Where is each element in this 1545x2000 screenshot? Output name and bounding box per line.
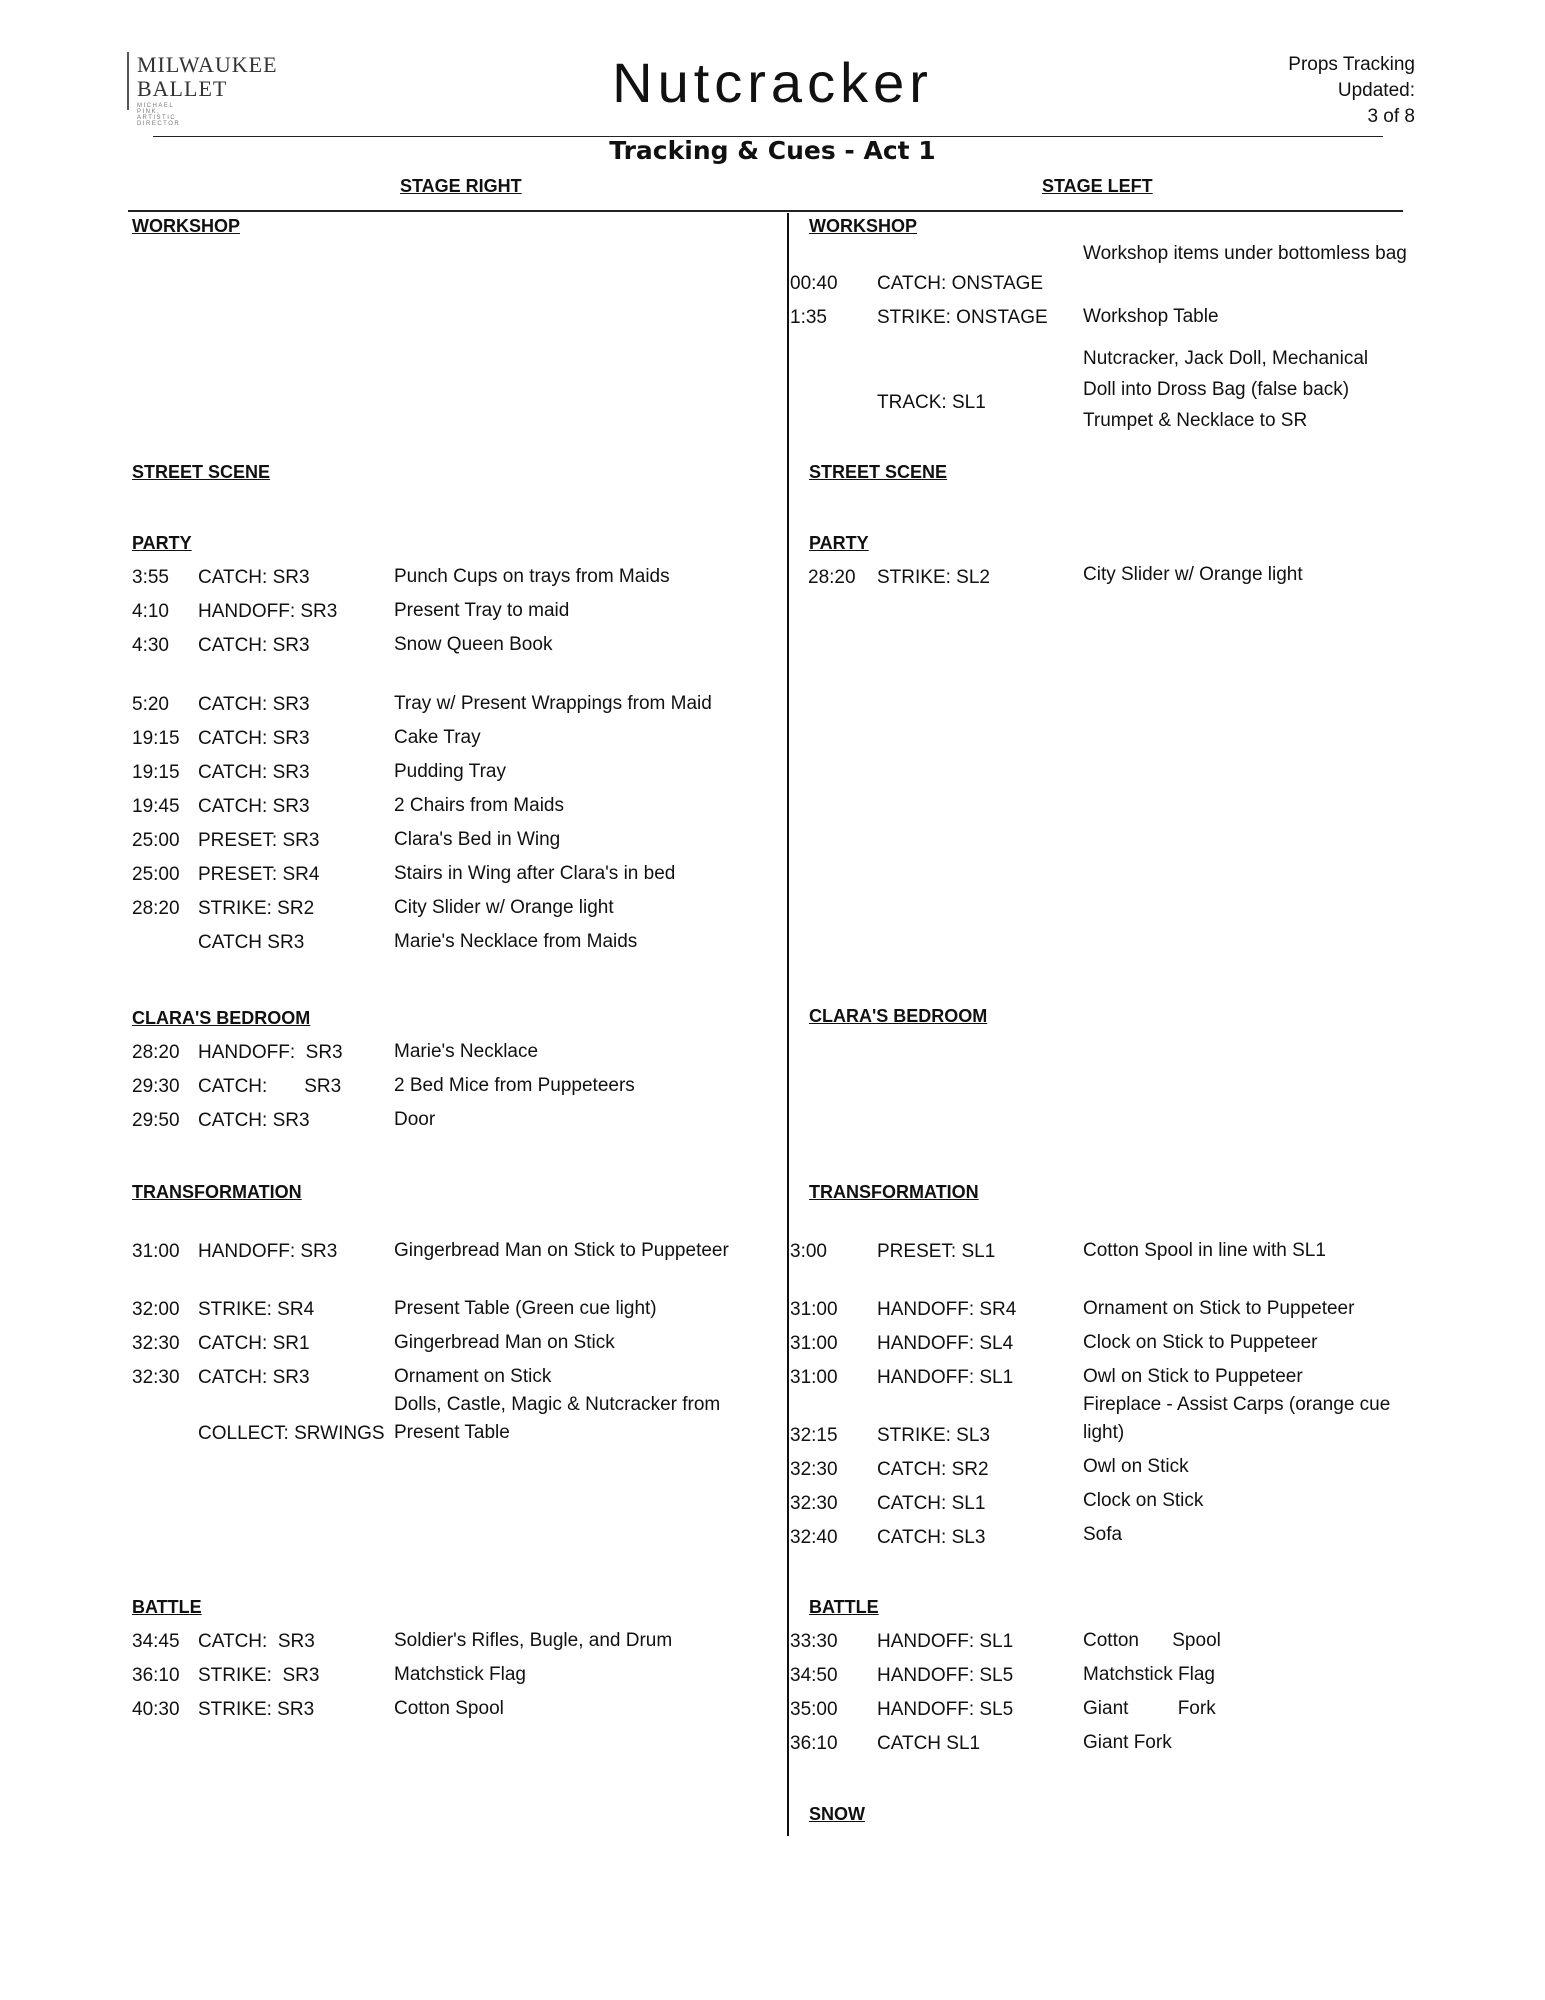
cue-time: 36:10 bbox=[132, 1665, 180, 1686]
cue-time: 4:10 bbox=[132, 601, 169, 622]
column-divider bbox=[787, 213, 789, 1836]
cue-time: 32:30 bbox=[132, 1333, 180, 1354]
cue-description: Gingerbread Man on Stick bbox=[394, 1332, 615, 1353]
cue-time: 19:15 bbox=[132, 728, 180, 749]
cue-time: 32:30 bbox=[790, 1459, 838, 1480]
cue-action: HANDOFF: SR3 bbox=[198, 1241, 338, 1262]
sr-section-workshop: WORKSHOP bbox=[132, 216, 240, 236]
document-title: Nutcracker bbox=[612, 51, 933, 114]
cue-description: Clock on Stick to Puppeteer bbox=[1083, 1332, 1318, 1353]
cue-time: 19:45 bbox=[132, 796, 180, 817]
cue-description: Owl on Stick bbox=[1083, 1456, 1189, 1477]
cue-description: City Slider w/ Orange light bbox=[1083, 564, 1303, 585]
cue-description: Giant Fork bbox=[1083, 1698, 1216, 1719]
cue-time: 4:30 bbox=[132, 635, 169, 656]
cue-action: TRACK: SL1 bbox=[877, 392, 986, 413]
cue-action: CATCH: SL3 bbox=[877, 1527, 986, 1548]
sr-section-party: PARTY bbox=[132, 533, 192, 553]
cue-description: Clock on Stick bbox=[1083, 1490, 1204, 1511]
cue-action: CATCH SR3 bbox=[198, 932, 305, 953]
cue-action: STRIKE: SR3 bbox=[198, 1699, 315, 1720]
cue-time: 5:20 bbox=[132, 694, 169, 715]
cue-description: Fireplace - Assist Carps (orange cue light) bbox=[1083, 1394, 1391, 1443]
cue-description: Dolls, Castle, Magic & Nutcracker from Present Table bbox=[394, 1394, 721, 1443]
stage-left-heading: STAGE LEFT bbox=[1042, 176, 1153, 196]
cue-description: Punch Cups on trays from Maids bbox=[394, 566, 670, 587]
cue-description: Door bbox=[394, 1109, 436, 1130]
cue-description: Marie's Necklace from Maids bbox=[394, 931, 638, 952]
cue-time: 29:50 bbox=[132, 1110, 180, 1131]
cue-description: Cotton Spool bbox=[1083, 1630, 1221, 1651]
cue-time: 32:40 bbox=[790, 1527, 838, 1548]
stage-right-heading: STAGE RIGHT bbox=[400, 176, 522, 196]
cue-time: 31:00 bbox=[790, 1367, 838, 1388]
cue-action: CATCH: SR3 bbox=[198, 1367, 310, 1388]
cue-description: Cake Tray bbox=[394, 727, 481, 748]
cue-action: PRESET: SR4 bbox=[198, 864, 320, 885]
cue-time: 29:30 bbox=[132, 1076, 180, 1097]
cue-time: 00:40 bbox=[790, 273, 838, 294]
cue-action: PRESET: SR3 bbox=[198, 830, 320, 851]
cue-action: CATCH: SR3 bbox=[198, 567, 310, 588]
cue-time: 33:30 bbox=[790, 1631, 838, 1652]
cue-description: Snow Queen Book bbox=[394, 634, 553, 655]
cue-description: Clara's Bed in Wing bbox=[394, 829, 561, 850]
cue-action: HANDOFF: SR3 bbox=[198, 1042, 343, 1063]
cue-action: CATCH: SR3 bbox=[198, 1076, 342, 1097]
cue-description: Cotton Spool bbox=[394, 1698, 504, 1719]
cue-action: HANDOFF: SL5 bbox=[877, 1665, 1014, 1686]
cue-description: Workshop Table bbox=[1083, 306, 1219, 327]
cue-time: 32:30 bbox=[132, 1367, 180, 1388]
sl-section-bedroom: CLARA'S BEDROOM bbox=[809, 1006, 988, 1026]
cue-description: 2 Bed Mice from Puppeteers bbox=[394, 1075, 635, 1096]
cue-time: 32:00 bbox=[132, 1299, 180, 1320]
cue-action: STRIKE: SR4 bbox=[198, 1299, 315, 1320]
cue-action: STRIKE: SR3 bbox=[198, 1665, 320, 1686]
cue-action: CATCH: SR3 bbox=[198, 762, 310, 783]
updated-label: Updated: bbox=[1337, 80, 1415, 101]
cue-time: 28:20 bbox=[132, 1042, 180, 1063]
cue-description: Workshop items under bottomless bag bbox=[1083, 243, 1407, 264]
cue-action: CATCH: SR3 bbox=[198, 796, 310, 817]
cue-description: Giant Fork bbox=[1083, 1732, 1172, 1753]
sr-section-street: STREET SCENE bbox=[132, 462, 271, 482]
cue-description: Matchstick Flag bbox=[1083, 1664, 1215, 1685]
cue-description: Present Tray to maid bbox=[394, 600, 570, 621]
cue-action: CATCH: SR3 bbox=[198, 635, 310, 656]
cue-action: CATCH: SR3 bbox=[198, 728, 310, 749]
logo-tagline: MICHAEL PINK, ARTISTIC DIRECTOR bbox=[137, 103, 181, 127]
sl-section-transformation: TRANSFORMATION bbox=[809, 1182, 979, 1202]
cue-description: Marie's Necklace bbox=[394, 1041, 539, 1062]
cue-action: HANDOFF: SL1 bbox=[877, 1631, 1014, 1652]
cue-description: Tray w/ Present Wrappings from Maid bbox=[394, 693, 712, 714]
cue-time: 1:35 bbox=[790, 307, 827, 328]
cue-action: CATCH: SR3 bbox=[198, 1631, 315, 1652]
cue-action: STRIKE: SL2 bbox=[877, 567, 990, 588]
sl-section-snow: SNOW bbox=[809, 1804, 865, 1824]
cue-description: 2 Chairs from Maids bbox=[394, 795, 564, 816]
cue-description: Ornament on Stick bbox=[394, 1366, 552, 1387]
cue-time: 34:50 bbox=[790, 1665, 838, 1686]
cue-time: 25:00 bbox=[132, 864, 180, 885]
cue-action: HANDOFF: SL1 bbox=[877, 1367, 1014, 1388]
sl-section-street: STREET SCENE bbox=[809, 462, 948, 482]
cue-action: PRESET: SL1 bbox=[877, 1241, 996, 1262]
cue-action: COLLECT: SRWINGS bbox=[198, 1423, 385, 1444]
page-number: 3 of 8 bbox=[1367, 106, 1415, 127]
cue-action: CATCH: SR3 bbox=[198, 1110, 310, 1131]
cue-action: CATCH: SL1 bbox=[877, 1493, 986, 1514]
cue-action: CATCH: SR2 bbox=[877, 1459, 989, 1480]
logo-line1: MILWAUKEE bbox=[137, 52, 278, 77]
cue-description: Cotton Spool in line with SL1 bbox=[1083, 1240, 1326, 1261]
cue-description: Owl on Stick to Puppeteer bbox=[1083, 1366, 1303, 1387]
sr-section-bedroom: CLARA'S BEDROOM bbox=[132, 1008, 311, 1028]
sr-section-transformation: TRANSFORMATION bbox=[132, 1182, 302, 1202]
cue-time: 34:45 bbox=[132, 1631, 180, 1652]
cue-action: STRIKE: SL3 bbox=[877, 1425, 990, 1446]
page-subtitle: Tracking & Cues - Act 1 bbox=[609, 136, 936, 165]
cue-action: STRIKE: ONSTAGE bbox=[877, 307, 1048, 328]
cue-time: 32:15 bbox=[790, 1425, 838, 1446]
cue-time: 28:20 bbox=[132, 898, 180, 919]
columns-rule bbox=[128, 210, 1403, 212]
cue-action: HANDOFF: SR3 bbox=[198, 601, 338, 622]
cue-time: 32:30 bbox=[790, 1493, 838, 1514]
cue-time: 31:00 bbox=[132, 1241, 180, 1262]
sr-section-battle: BATTLE bbox=[132, 1597, 202, 1617]
cue-description: Soldier's Rifles, Bugle, and Drum bbox=[394, 1630, 673, 1651]
cue-description: Gingerbread Man on Stick to Puppeteer bbox=[394, 1240, 729, 1261]
cue-time: 31:00 bbox=[790, 1333, 838, 1354]
sl-section-battle: BATTLE bbox=[809, 1597, 879, 1617]
sl-section-party: PARTY bbox=[809, 533, 869, 553]
logo-line2: BALLET bbox=[137, 76, 228, 101]
cue-action: HANDOFF: SR4 bbox=[877, 1299, 1017, 1320]
cue-description: Ornament on Stick to Puppeteer bbox=[1083, 1298, 1355, 1319]
cue-time: 19:15 bbox=[132, 762, 180, 783]
cue-time: 31:00 bbox=[790, 1299, 838, 1320]
cue-time: 3:55 bbox=[132, 567, 169, 588]
cue-action: CATCH: ONSTAGE bbox=[877, 273, 1044, 294]
cue-description: Matchstick Flag bbox=[394, 1664, 526, 1685]
cue-time: 28:20 bbox=[808, 567, 856, 588]
cue-time: 3:00 bbox=[790, 1241, 827, 1262]
cue-time: 35:00 bbox=[790, 1699, 838, 1720]
cue-action: CATCH: SR3 bbox=[198, 694, 310, 715]
cue-description: Nutcracker, Jack Doll, Mechanical Doll into Dross Bag (false back) Trumpet & Necklace to SR bbox=[1083, 348, 1369, 431]
cue-action: CATCH SL1 bbox=[877, 1733, 981, 1754]
cue-time: 25:00 bbox=[132, 830, 180, 851]
cue-description: City Slider w/ Orange light bbox=[394, 897, 614, 918]
cue-time: 36:10 bbox=[790, 1733, 838, 1754]
header-info bbox=[1288, 52, 1415, 130]
cue-description: Sofa bbox=[1083, 1524, 1123, 1545]
cue-description: Stairs in Wing after Clara's in bed bbox=[394, 863, 676, 884]
cue-description: Pudding Tray bbox=[394, 761, 506, 782]
cue-time: 40:30 bbox=[132, 1699, 180, 1720]
cue-description: Present Table (Green cue light) bbox=[394, 1298, 657, 1319]
cue-action: CATCH: SR1 bbox=[198, 1333, 310, 1354]
cue-action: HANDOFF: SL5 bbox=[877, 1699, 1014, 1720]
props-tracking-label: Props Tracking bbox=[1288, 54, 1415, 75]
sl-section-workshop: WORKSHOP bbox=[809, 216, 917, 236]
cue-action: STRIKE: SR2 bbox=[198, 898, 315, 919]
cue-action: HANDOFF: SL4 bbox=[877, 1333, 1014, 1354]
